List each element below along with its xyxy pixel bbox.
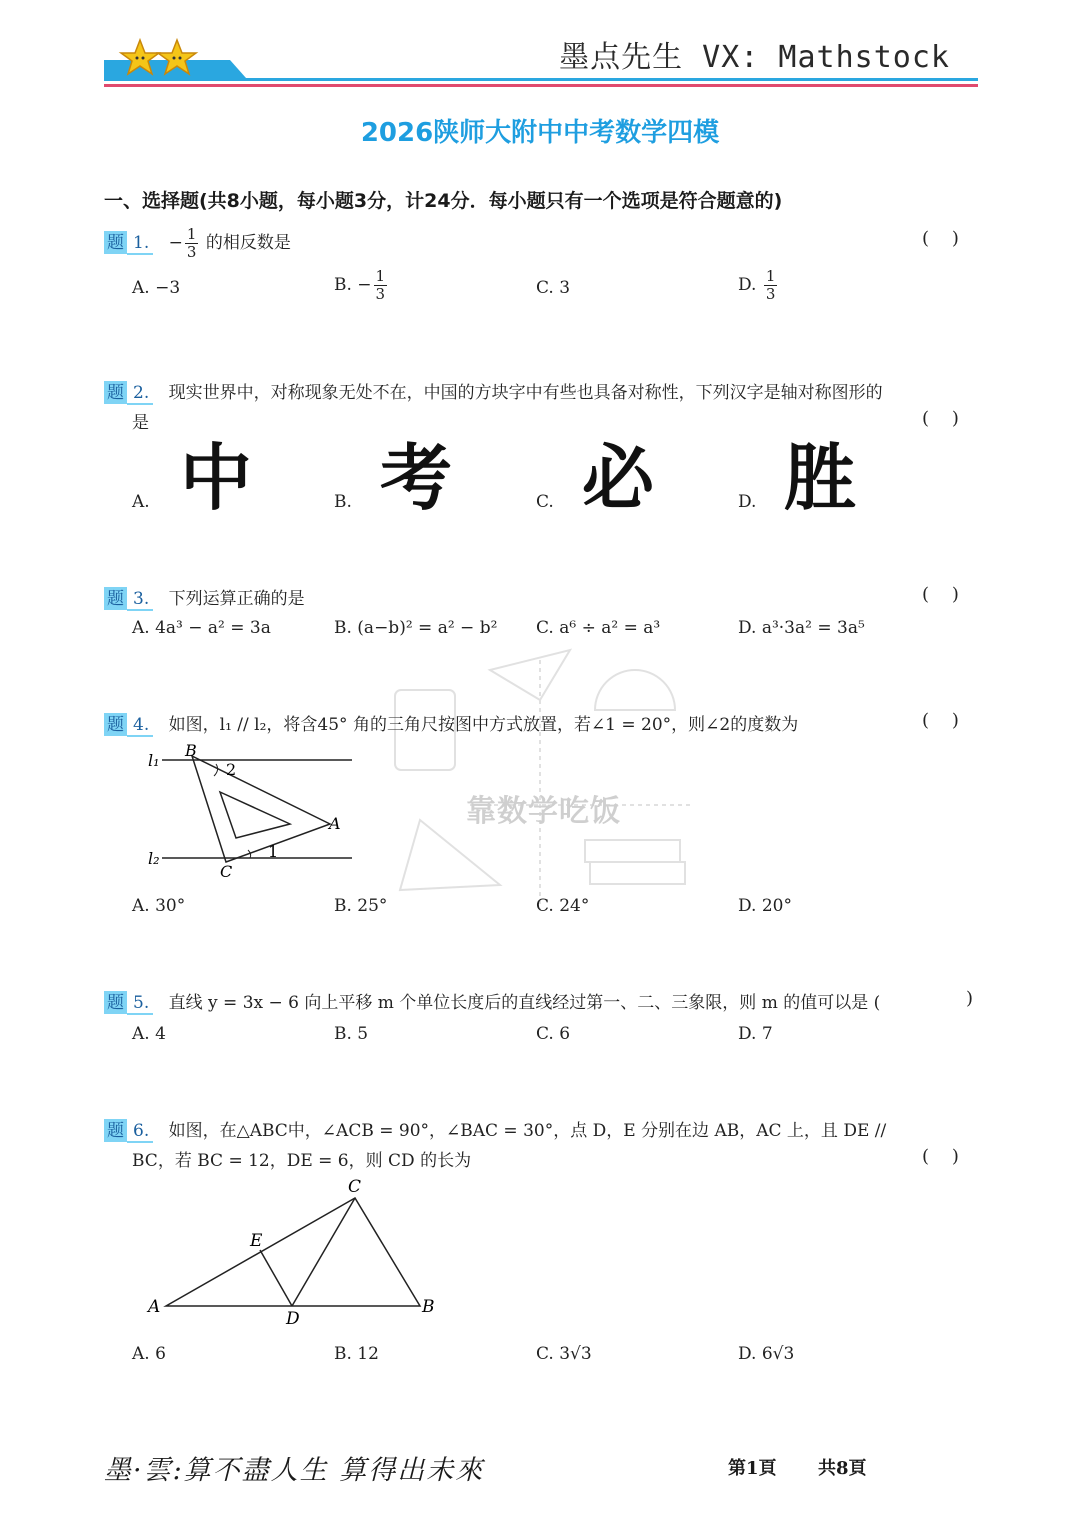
q3-option-d: D. a³·3a² = 3a⁵ xyxy=(738,618,865,638)
q1-text: 的相反数是 xyxy=(205,233,291,253)
q2-option-c: C. xyxy=(536,492,554,512)
q2-option-b: B. xyxy=(334,492,352,512)
q3-option-a: A. 4a³ − a² = 3a xyxy=(132,618,271,638)
q6-option-b: B. 12 xyxy=(334,1344,379,1364)
q1-option-a: A. −3 xyxy=(132,278,181,298)
question-4: 题 4. 如图，l₁ // l₂，将含45° 角的三角尺按图中方式放置，若∠1 = 20°，则∠2的度数为 xyxy=(104,710,798,737)
answer-paren: ( ) xyxy=(922,228,959,249)
q5-paren-close: ) xyxy=(966,988,974,1009)
label-c: C xyxy=(348,1177,362,1197)
q1-fraction: $\frac{1}{3}$ xyxy=(186,225,197,261)
protractor-icon xyxy=(595,670,675,710)
q5-text: 直线 y = 3x − 6 向上平移 m 个单位长度后的直线经过第一、二、三象限，则 m 的值可以是 ( xyxy=(168,993,881,1013)
label-b: B xyxy=(422,1297,435,1317)
q2-char-a: 中 xyxy=(180,436,253,520)
question-1 xyxy=(104,226,291,261)
q6-text-line2: BC，若 BC = 12，DE = 6，则 CD 的长为 xyxy=(132,1151,472,1171)
watermark xyxy=(380,640,700,930)
q4-diagram xyxy=(140,740,370,885)
triangle-abc xyxy=(166,1198,420,1306)
q2-char-c: 必 xyxy=(582,436,655,520)
q4-option-d: D. 20° xyxy=(738,896,792,916)
q1-option-d: D. $\frac{1}{3}$ xyxy=(738,267,776,303)
q3-option-b: B. (a−b)² = a² − b² xyxy=(334,618,498,638)
q5-option-d: D. 7 xyxy=(738,1024,773,1044)
segment-de xyxy=(260,1250,292,1306)
q3-option-c: C. a⁶ ÷ a² = a³ xyxy=(536,618,661,638)
question-6: 题 6. 如图，在△ABC中，∠ACB = 90°，∠BAC = 30°，点 D，E 分别在边 AB，AC 上，且 DE // xyxy=(104,1116,886,1143)
answer-paren: ( ) xyxy=(922,1146,959,1167)
header-brand: 墨点先生 VX: Mathstock xyxy=(559,40,950,75)
q6-figure xyxy=(140,1174,450,1334)
question-3: 题 3. 下列运算正确的是 xyxy=(104,584,305,611)
label-a: A xyxy=(148,1297,161,1317)
q6-option-d: D. 6√3 xyxy=(738,1344,795,1364)
q1-option-c: C. 3 xyxy=(536,278,571,298)
paper-plane-icon xyxy=(490,650,570,700)
footer-total-pages: 共8頁 xyxy=(818,1458,867,1479)
label-d: D xyxy=(286,1309,300,1329)
q5-option-a: A. 4 xyxy=(132,1024,166,1044)
q4-option-a: A. 30° xyxy=(132,896,186,916)
footer-motto: 墨·雲:算不盡人生 算得出未來 xyxy=(104,1455,485,1486)
answer-paren: ( ) xyxy=(922,584,959,605)
set-square-outer xyxy=(192,756,330,862)
question-5: 题 5. 直线 y = 3x − 6 向上平移 m 个单位长度后的直线经过第一、二、三象限，则 m 的值可以是 ( xyxy=(104,988,880,1015)
watermark-text: 靠数学吃饭 xyxy=(466,794,621,829)
label-angle-2: 2 xyxy=(226,760,237,779)
q2-text: 现实世界中，对称现象无处不在，中国的方块字中有些也具备对称性，下列汉字是轴对称图形的 xyxy=(168,383,883,403)
answer-paren: ( ) xyxy=(922,710,959,731)
q3-text: 下列运算正确的是 xyxy=(168,589,305,609)
footer-page-number: 第1頁 xyxy=(728,1458,777,1479)
header-blue-line xyxy=(104,78,978,81)
q2-char-b: 考 xyxy=(380,436,453,520)
q4-option-c: C. 24° xyxy=(536,896,590,916)
segment-cd xyxy=(292,1198,355,1306)
book-icon xyxy=(585,840,680,862)
label-angle-1: 1 xyxy=(268,842,279,861)
question-tag: 题 xyxy=(104,231,127,254)
answer-paren: ( ) xyxy=(922,408,959,429)
question-2: 题 2. 现实世界中，对称现象无处不在，中国的方块字中有些也具备对称性，下列汉字是轴对称图形的 xyxy=(104,378,883,405)
q5-option-b: B. 5 xyxy=(334,1024,369,1044)
angle-2-arc xyxy=(214,764,218,776)
q2-text-line2: 是 xyxy=(132,413,149,433)
q6-option-c: C. 3√3 xyxy=(536,1344,592,1364)
q4-text: 如图，l₁ // l₂，将含45° 角的三角尺按图中方式放置，若∠1 = 20°，则∠2的度数为 xyxy=(168,715,799,735)
page-title: 2026陕师大附中中考数学四模 xyxy=(360,118,720,148)
q1-sign: − xyxy=(168,233,183,253)
label-e: E xyxy=(250,1231,263,1251)
header-red-line xyxy=(104,84,978,87)
q1-option-b: B. − $\frac{1}{3}$ xyxy=(334,267,386,303)
q6-diagram xyxy=(140,1174,450,1334)
watermark-graphic xyxy=(380,640,700,930)
q2-char-d: 胜 xyxy=(784,436,857,520)
section-heading: 一、选择题(共8小题，每小题3分，计24分．每小题只有一个选项是符合题意的) xyxy=(104,190,783,212)
question-number: 1. xyxy=(127,233,153,255)
label-l1: l₁ xyxy=(148,751,160,770)
label-c: C xyxy=(220,862,233,881)
q6-text: 如图，在△ABC中，∠ACB = 90°，∠BAC = 30°，点 D，E 分别在边 AB，AC 上，且 DE // xyxy=(168,1121,887,1141)
label-b: B xyxy=(185,741,197,760)
q4-figure xyxy=(140,740,370,885)
q6-option-a: A. 6 xyxy=(132,1344,166,1364)
q2-option-a: A. xyxy=(132,492,150,512)
q5-option-c: C. 6 xyxy=(536,1024,571,1044)
q2-option-d: D. xyxy=(738,492,757,512)
q4-option-b: B. 25° xyxy=(334,896,388,916)
label-l2: l₂ xyxy=(148,849,160,868)
set-square-icon xyxy=(400,820,500,890)
label-a: A xyxy=(329,814,341,833)
